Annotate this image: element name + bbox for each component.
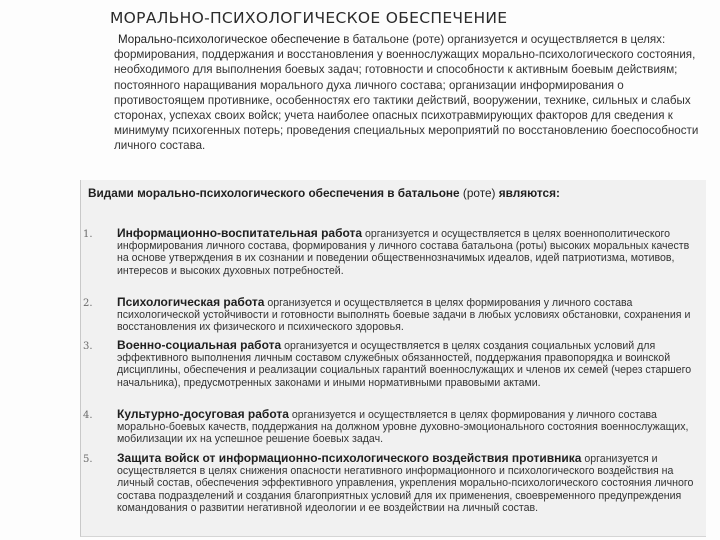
- intro-text: в батальоне (роте) организуется и осуществляется в целях: формирования, поддержания и восстановления у военнослужащих морально-психологического состояния, необходимого для выполнения боевых задач; готовности и способности к активным боевым действиям; постоянного наращивания морального духа личного состава; организации информирования о противостоящем противнике, особенностях его тактики действий, вооружении, технике, сильных и слабых сторонах, успехах своих войск; учета наиболее опасных психотравмирующих факторов для сведения к минимуму психогенных потерь; проведения специальных мероприятий по восстановлению боеспособности личного состава.: [114, 33, 699, 153]
- item-number: 2.: [83, 298, 93, 309]
- item-body: организуется и осуществляется в целях военнополитического информирования личного состава, формирования у личного состава батальона (роты) высоких моральных качеств на основе утверждения в их сознании и поведении общественнозначимых идеалов, идей патриотизма, мотивов, интересов и высоких духовных потребностей.: [117, 228, 690, 277]
- item-text: [117, 452, 697, 514]
- item-heading: Информационно-воспитательная работа: [117, 226, 363, 240]
- item-text: [117, 296, 697, 334]
- item-heading: Защита войск от информационно-психологического воздействия противника: [117, 451, 582, 465]
- item-number: 4.: [83, 410, 93, 421]
- item-heading: Военно-социальная работа: [117, 338, 282, 352]
- item-number: 5.: [83, 454, 93, 465]
- types-heading-paren: (роте): [462, 186, 496, 200]
- item-number: 1.: [83, 229, 93, 240]
- item-text: [117, 227, 697, 277]
- item-heading: Культурно-досуговая работа: [117, 407, 289, 421]
- item-heading: Психологическая работа: [117, 295, 265, 309]
- item-body: организуется и осуществляется в целях формирования у личного состава психологической устойчивости и готовности выполнять боевые задачи в любых условиях обстановки, сохранения и восстановления их физического и психического здоровья.: [117, 297, 691, 334]
- intro-lead: Морально-психологическое обеспечение: [118, 33, 341, 46]
- item-body: организуется и осуществляется в целях формирования у личного состава морально-боевых качеств, поддержания на должном уровне духовно-эмоционального состояния военнослужащих, мобилизации их на успешное решение боевых задач.: [117, 409, 689, 446]
- types-heading-end: являются:: [495, 186, 560, 200]
- types-heading-start: Видами морально-психологического обеспечения в батальоне: [88, 186, 463, 200]
- intro-paragraph: [114, 32, 702, 154]
- types-heading: [88, 186, 560, 200]
- slide-title: МОРАЛЬНО-ПСИХОЛОГИЧЕСКОЕ ОБЕСПЕЧЕНИЕ: [110, 9, 508, 27]
- item-text: [117, 408, 697, 446]
- item-number: 3.: [83, 341, 93, 352]
- item-body: организуется и осуществляется в целях снижения опасности негативного информационного и психологического воздействия на личный состав, обеспечения эффективного управления, укрепления морально-психологического состояния личного состава подразделений и создания благоприятных условий для их применения, своевременного предупреждения командования о развитии негативной идеологии и ее воздействии на личный состав.: [117, 453, 694, 514]
- item-body: организуется и осуществляется в целях создания социальных условий для эффективного выполнения личным составом служебных обязанностей, поддержания правопорядка и воинской дисциплины, обеспечения и реализации социальных гарантий военнослужащих и членов их семей (через старшего начальника), предусмотренных законами и иными нормативными правовыми актами.: [117, 340, 692, 389]
- item-text: [117, 339, 697, 389]
